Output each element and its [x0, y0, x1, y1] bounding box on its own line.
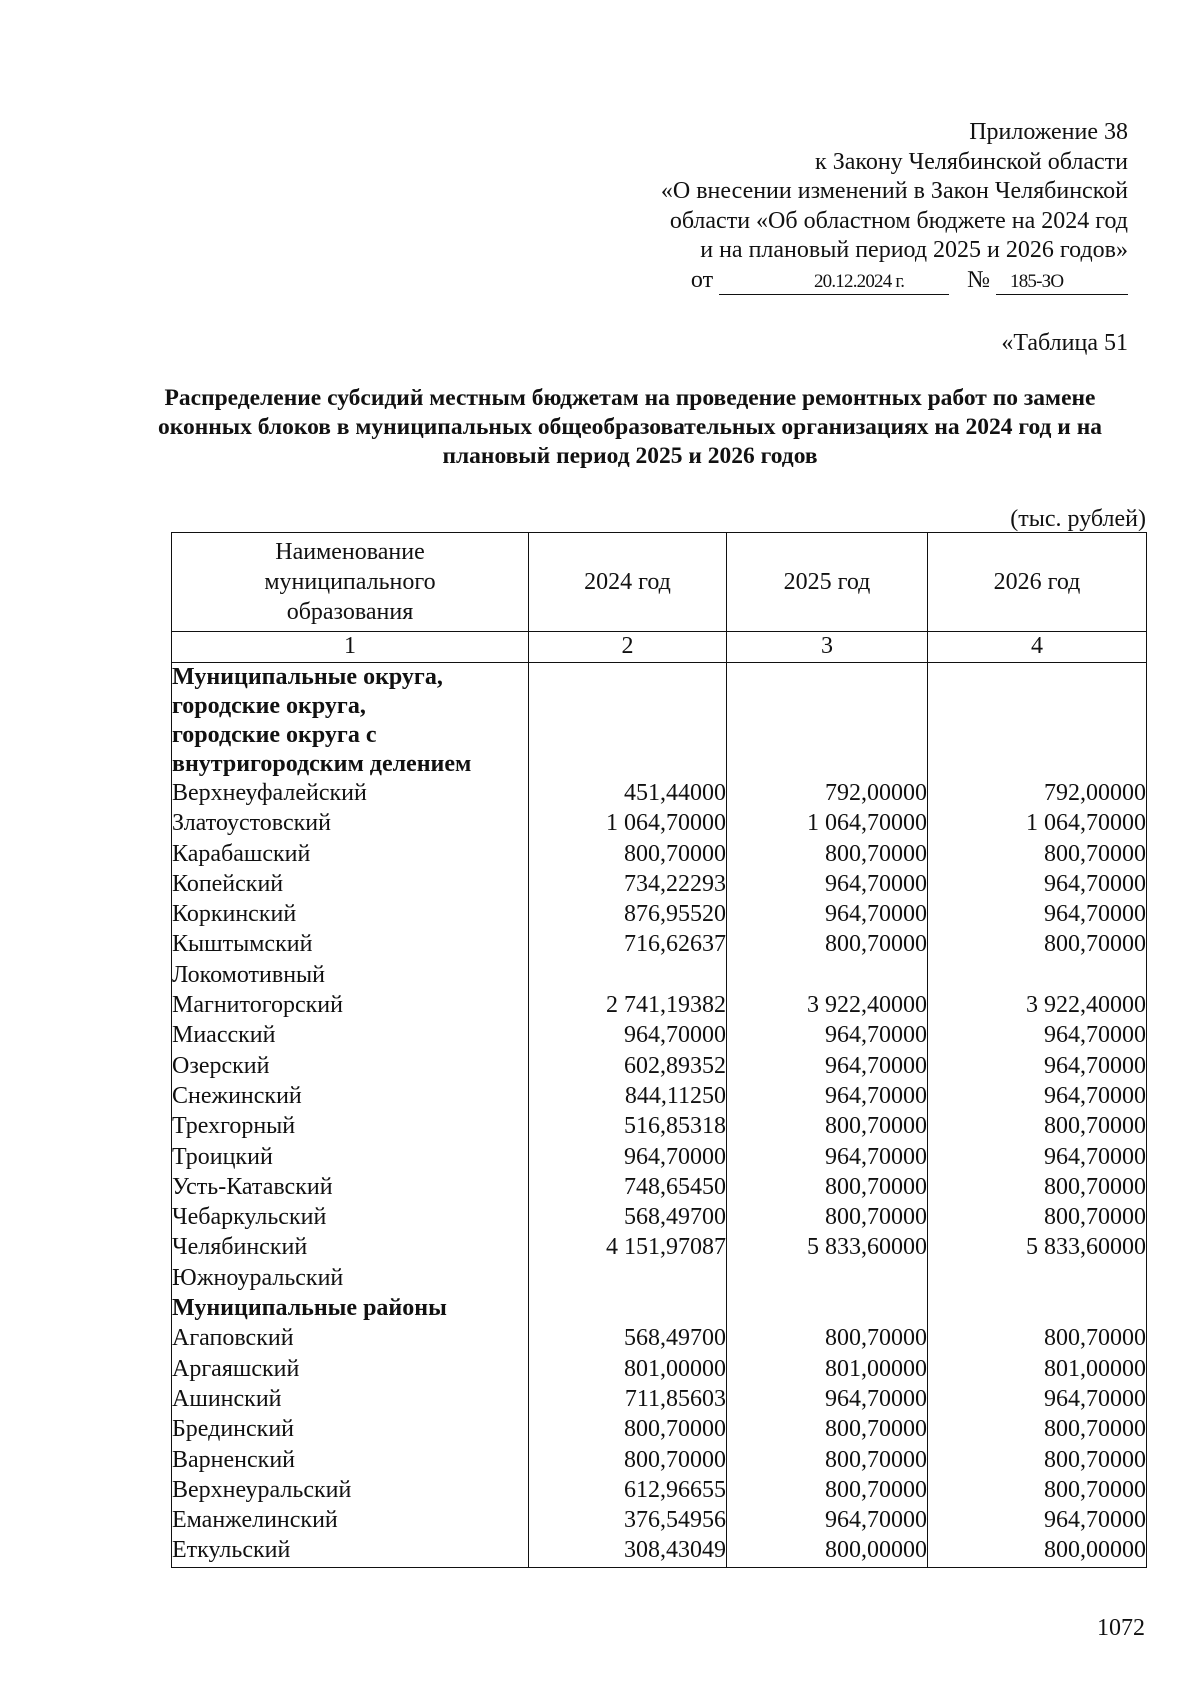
table-row: [172, 1082, 1147, 1112]
table-row: [172, 1355, 1147, 1385]
table-row: [172, 1415, 1147, 1445]
table-row: [172, 779, 1147, 809]
value-2025: 800,70000: [727, 1476, 928, 1506]
municipality-name: Копейский: [172, 870, 529, 900]
value-2024: 800,70000: [529, 1415, 727, 1445]
value-2025: 964,70000: [727, 1082, 928, 1112]
group-title-line: Муниципальные районы: [172, 1295, 447, 1322]
value-2024: 964,70000: [529, 1143, 727, 1173]
table-row: [172, 1203, 1147, 1233]
law-number: 185-ЗО: [996, 270, 1128, 295]
value-2025: 3 922,40000: [727, 991, 928, 1021]
municipality-name: Карабашский: [172, 840, 529, 870]
value-2026: 800,70000: [928, 1415, 1147, 1445]
value-2025: 964,70000: [727, 1385, 928, 1415]
value-2025: 964,70000: [727, 870, 928, 900]
value-2024: 612,96655: [529, 1476, 727, 1506]
municipality-name: Снежинский: [172, 1082, 529, 1112]
municipality-name: Брединский: [172, 1415, 529, 1445]
value-2025: 800,70000: [727, 840, 928, 870]
column-number: 2: [529, 632, 727, 663]
municipality-name: Еманжелинский: [172, 1506, 529, 1536]
municipality-name: Локомотивный: [172, 961, 529, 991]
column-header-2026: 2026 год: [928, 533, 1147, 632]
group-header-row: [172, 663, 1147, 780]
column-number-row: [172, 632, 1147, 663]
value-2024: 748,65450: [529, 1173, 727, 1203]
value-2026: 964,70000: [928, 870, 1147, 900]
table-row: [172, 1112, 1147, 1142]
table-row: [172, 1052, 1147, 1082]
value-2024: 800,70000: [529, 1446, 727, 1476]
value-2024: 376,54956: [529, 1506, 727, 1536]
table-row: [172, 961, 1147, 991]
law-date: 20.12.2024 г.: [719, 270, 949, 295]
value-2025: 801,00000: [727, 1355, 928, 1385]
municipality-name: Златоустовский: [172, 809, 529, 839]
municipality-name: Магнитогорский: [172, 991, 529, 1021]
table-header-row: [172, 533, 1147, 632]
value-2026: 5 833,60000: [928, 1233, 1147, 1263]
value-2024: 516,85318: [529, 1112, 727, 1142]
value-2025: 5 833,60000: [727, 1233, 928, 1263]
value-2024: [529, 961, 727, 991]
municipality-name: Аргаяшский: [172, 1355, 529, 1385]
date-prefix: от: [690, 266, 714, 293]
value-2026: 792,00000: [928, 779, 1147, 809]
table-row: [172, 1143, 1147, 1173]
value-2024: 308,43049: [529, 1536, 727, 1567]
column-header-2024: 2024 год: [529, 533, 727, 632]
table-row: [172, 1385, 1147, 1415]
table-row: [172, 809, 1147, 839]
units-label: (тыс. рублей): [1010, 506, 1146, 532]
value-2025: 792,00000: [727, 779, 928, 809]
document-title: Распределение субсидий местным бюджетам на проведение ремонтных работ по замене оконных блоков в муниципальных общеобразовательных организациях на 2024 год и на плановый период 2025 и 2026 годов: [157, 385, 1103, 469]
subsidy-table: [171, 532, 1147, 1568]
value-2025: [727, 1264, 928, 1294]
group-title: [172, 663, 529, 780]
header-line: «О внесении изменений в Закон Челябинской: [660, 178, 1128, 204]
value-2026: 964,70000: [928, 1052, 1147, 1082]
municipality-name: Озерский: [172, 1052, 529, 1082]
municipality-name: Чебаркульский: [172, 1203, 529, 1233]
value-2024: 876,95520: [529, 900, 727, 930]
table-row: [172, 930, 1147, 960]
table-row: [172, 1173, 1147, 1203]
table-row: [172, 1233, 1147, 1263]
group-header-row: [172, 1294, 1147, 1324]
value-2025: [727, 961, 928, 991]
value-2026: 800,70000: [928, 840, 1147, 870]
value-2025: 964,70000: [727, 1143, 928, 1173]
header-line: области «Об областном бюджете на 2024 год: [669, 207, 1128, 234]
table-row: [172, 900, 1147, 930]
value-2025: 800,70000: [727, 1446, 928, 1476]
municipality-name: Ашинский: [172, 1385, 529, 1415]
table-row: [172, 840, 1147, 870]
value-2024: 4 151,97087: [529, 1233, 727, 1263]
value-2026: 800,70000: [928, 1203, 1147, 1233]
column-number: 4: [928, 632, 1147, 663]
municipality-name: Коркинский: [172, 900, 529, 930]
value-2026: 964,70000: [928, 1506, 1147, 1536]
value-2026: 801,00000: [928, 1355, 1147, 1385]
table-row: [172, 1506, 1147, 1536]
table-row: [172, 1021, 1147, 1051]
municipality-name: Миасский: [172, 1021, 529, 1051]
municipality-name: Усть-Катавский: [172, 1173, 529, 1203]
value-2025: 964,70000: [727, 1052, 928, 1082]
column-header-2025: 2025 год: [727, 533, 928, 632]
table-row: [172, 1264, 1147, 1294]
value-2025: 800,70000: [727, 1324, 928, 1354]
value-2025: 800,70000: [727, 1112, 928, 1142]
value-2024: 2 741,19382: [529, 991, 727, 1021]
value-2024: 568,49700: [529, 1324, 727, 1354]
value-2024: 800,70000: [529, 840, 727, 870]
municipality-name: Кыштымский: [172, 930, 529, 960]
municipality-name: Троицкий: [172, 1143, 529, 1173]
value-2024: 568,49700: [529, 1203, 727, 1233]
column-number: 3: [727, 632, 928, 663]
table-label: «Таблица 51: [1001, 330, 1128, 356]
group-title-line: городские округа,: [172, 693, 366, 719]
table-row: [172, 1446, 1147, 1476]
value-2026: [928, 961, 1147, 991]
value-2024: 711,85603: [529, 1385, 727, 1415]
value-2026: 964,70000: [928, 1385, 1147, 1415]
value-2026: 800,70000: [928, 930, 1147, 960]
value-2025: 964,70000: [727, 900, 928, 930]
value-2026: 964,70000: [928, 900, 1147, 930]
empty-cell: [727, 1294, 928, 1324]
value-2026: 800,70000: [928, 1324, 1147, 1354]
municipality-name: Еткульский: [172, 1536, 529, 1567]
value-2026: 800,00000: [928, 1536, 1147, 1567]
value-2025: 800,70000: [727, 1173, 928, 1203]
group-title-line: городские округа с: [172, 722, 377, 748]
table-row: [172, 1536, 1147, 1567]
value-2026: 3 922,40000: [928, 991, 1147, 1021]
group-title: [172, 1294, 529, 1324]
value-2025: 964,70000: [727, 1506, 928, 1536]
municipality-name: Агаповский: [172, 1324, 529, 1354]
header-line: к Закону Челябинской области: [815, 148, 1128, 175]
value-2024: 964,70000: [529, 1021, 727, 1051]
empty-cell: [529, 663, 727, 780]
value-2025: 800,70000: [727, 1203, 928, 1233]
value-2026: 800,70000: [928, 1173, 1147, 1203]
value-2026: 964,70000: [928, 1082, 1147, 1112]
table-row: [172, 1324, 1147, 1354]
header-line: и на плановый период 2025 и 2026 годов»: [700, 237, 1128, 263]
value-2026: 964,70000: [928, 1143, 1147, 1173]
value-2024: 1 064,70000: [529, 809, 727, 839]
value-2025: 964,70000: [727, 1021, 928, 1051]
value-2024: 602,89352: [529, 1052, 727, 1082]
value-2026: 800,70000: [928, 1476, 1147, 1506]
column-number: 1: [172, 632, 529, 663]
value-2024: 844,11250: [529, 1082, 727, 1112]
empty-cell: [529, 1294, 727, 1324]
group-title-line: Муниципальные округа,: [172, 664, 443, 690]
municipality-name: Верхнеуфалейский: [172, 779, 529, 809]
value-2024: [529, 1264, 727, 1294]
header-line: Приложение 38: [969, 119, 1128, 145]
municipality-name: Трехгорный: [172, 1112, 529, 1142]
page-number: 1072: [1097, 1615, 1145, 1641]
municipality-name: Челябинский: [172, 1233, 529, 1263]
law-date-line: [661, 266, 1128, 296]
table-row: [172, 1476, 1147, 1506]
municipality-name: Южноуральский: [172, 1264, 529, 1294]
empty-cell: [928, 663, 1147, 780]
table-row: [172, 991, 1147, 1021]
value-2026: 964,70000: [928, 1021, 1147, 1051]
column-header-name: Наименование муниципального образования: [172, 533, 529, 632]
municipality-name: Верхнеуральский: [172, 1476, 529, 1506]
appendix-header: [661, 118, 1128, 295]
value-2025: 800,00000: [727, 1536, 928, 1567]
value-2024: 801,00000: [529, 1355, 727, 1385]
value-2024: 716,62637: [529, 930, 727, 960]
value-2026: 1 064,70000: [928, 809, 1147, 839]
value-2026: 800,70000: [928, 1112, 1147, 1142]
value-2024: 734,22293: [529, 870, 727, 900]
value-2025: 800,70000: [727, 1415, 928, 1445]
value-2024: 451,44000: [529, 779, 727, 809]
empty-cell: [727, 663, 928, 780]
number-prefix: №: [967, 266, 990, 293]
value-2025: 800,70000: [727, 930, 928, 960]
value-2026: 800,70000: [928, 1446, 1147, 1476]
empty-cell: [928, 1294, 1147, 1324]
group-title-line: внутригородским делением: [172, 751, 472, 777]
value-2026: [928, 1264, 1147, 1294]
value-2025: 1 064,70000: [727, 809, 928, 839]
municipality-name: Варненский: [172, 1446, 529, 1476]
table-row: [172, 870, 1147, 900]
